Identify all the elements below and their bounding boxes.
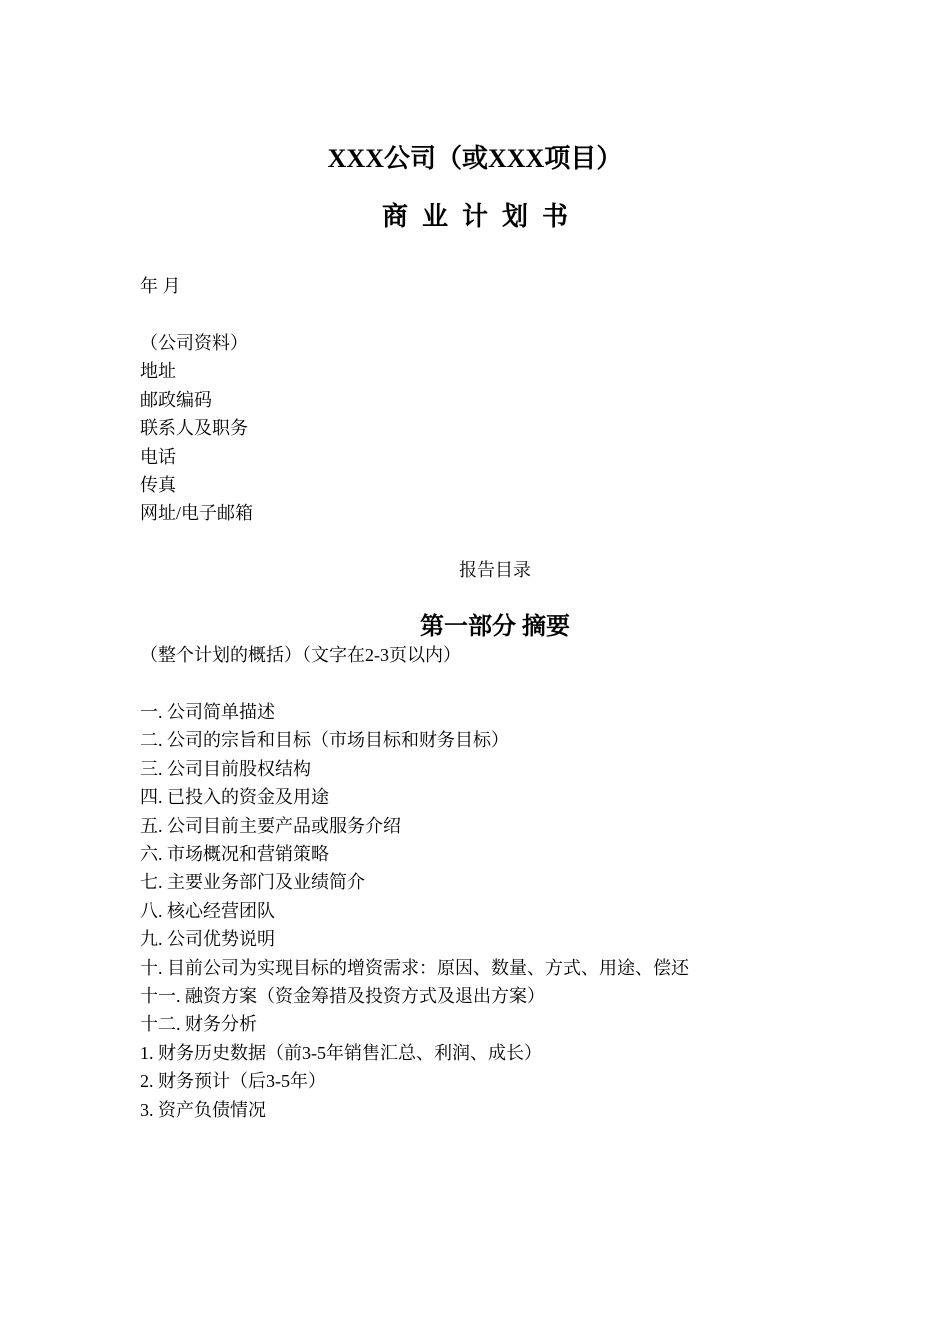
company-info-fax: 传真 (140, 475, 176, 496)
list-item: 1. 财务历史数据（前3-5年销售汇总、利润、成长） (140, 1042, 542, 1063)
date-line: 年 月 (140, 276, 181, 296)
company-info-list (140, 329, 253, 528)
company-info-postcode: 邮政编码 (140, 389, 212, 410)
list-item: 十二. 财务分析 (140, 1014, 257, 1035)
company-info-website-email: 网址/电子邮箱 (140, 503, 254, 524)
list-item: 五. 公司目前主要产品或服务介绍 (140, 815, 401, 836)
outline-list (140, 698, 689, 1124)
list-item: 四. 已投入的资金及用途 (140, 787, 329, 808)
company-info-heading: （公司资料） (140, 333, 248, 353)
list-item: 三. 公司目前股权结构 (140, 758, 311, 779)
section-note: （整个计划的概括）（文字在2-3页以内） (140, 645, 461, 665)
list-item: 3. 资产负债情况 (140, 1099, 266, 1120)
list-item: 九. 公司优势说明 (140, 929, 275, 950)
list-item: 2. 财务预计（后3-5年） (140, 1071, 326, 1092)
company-info-phone: 电话 (140, 446, 176, 467)
company-info-address: 地址 (140, 361, 176, 382)
list-item: 十. 目前公司为实现目标的增资需求：原因、数量、方式、用途、偿还 (140, 957, 689, 978)
document-title: XXX公司（或XXX项目） (327, 144, 623, 173)
list-item: 八. 核心经营团队 (140, 900, 275, 921)
list-item: 十一. 融资方案（资金筹措及投资方式及退出方案） (140, 986, 545, 1007)
list-item: 七. 主要业务部门及业绩简介 (140, 872, 365, 893)
list-item: 二. 公司的宗旨和目标（市场目标和财务目标） (140, 730, 509, 751)
list-item: 六. 市场概况和营销策略 (140, 844, 329, 865)
document-subtitle: 商业计划书 (381, 202, 582, 231)
list-item: 一. 公司简单描述 (140, 702, 275, 722)
toc-heading: 报告目录 (459, 560, 531, 580)
company-info-contact: 联系人及职务 (140, 418, 248, 439)
section-title: 第一部分 摘要 (420, 614, 570, 640)
